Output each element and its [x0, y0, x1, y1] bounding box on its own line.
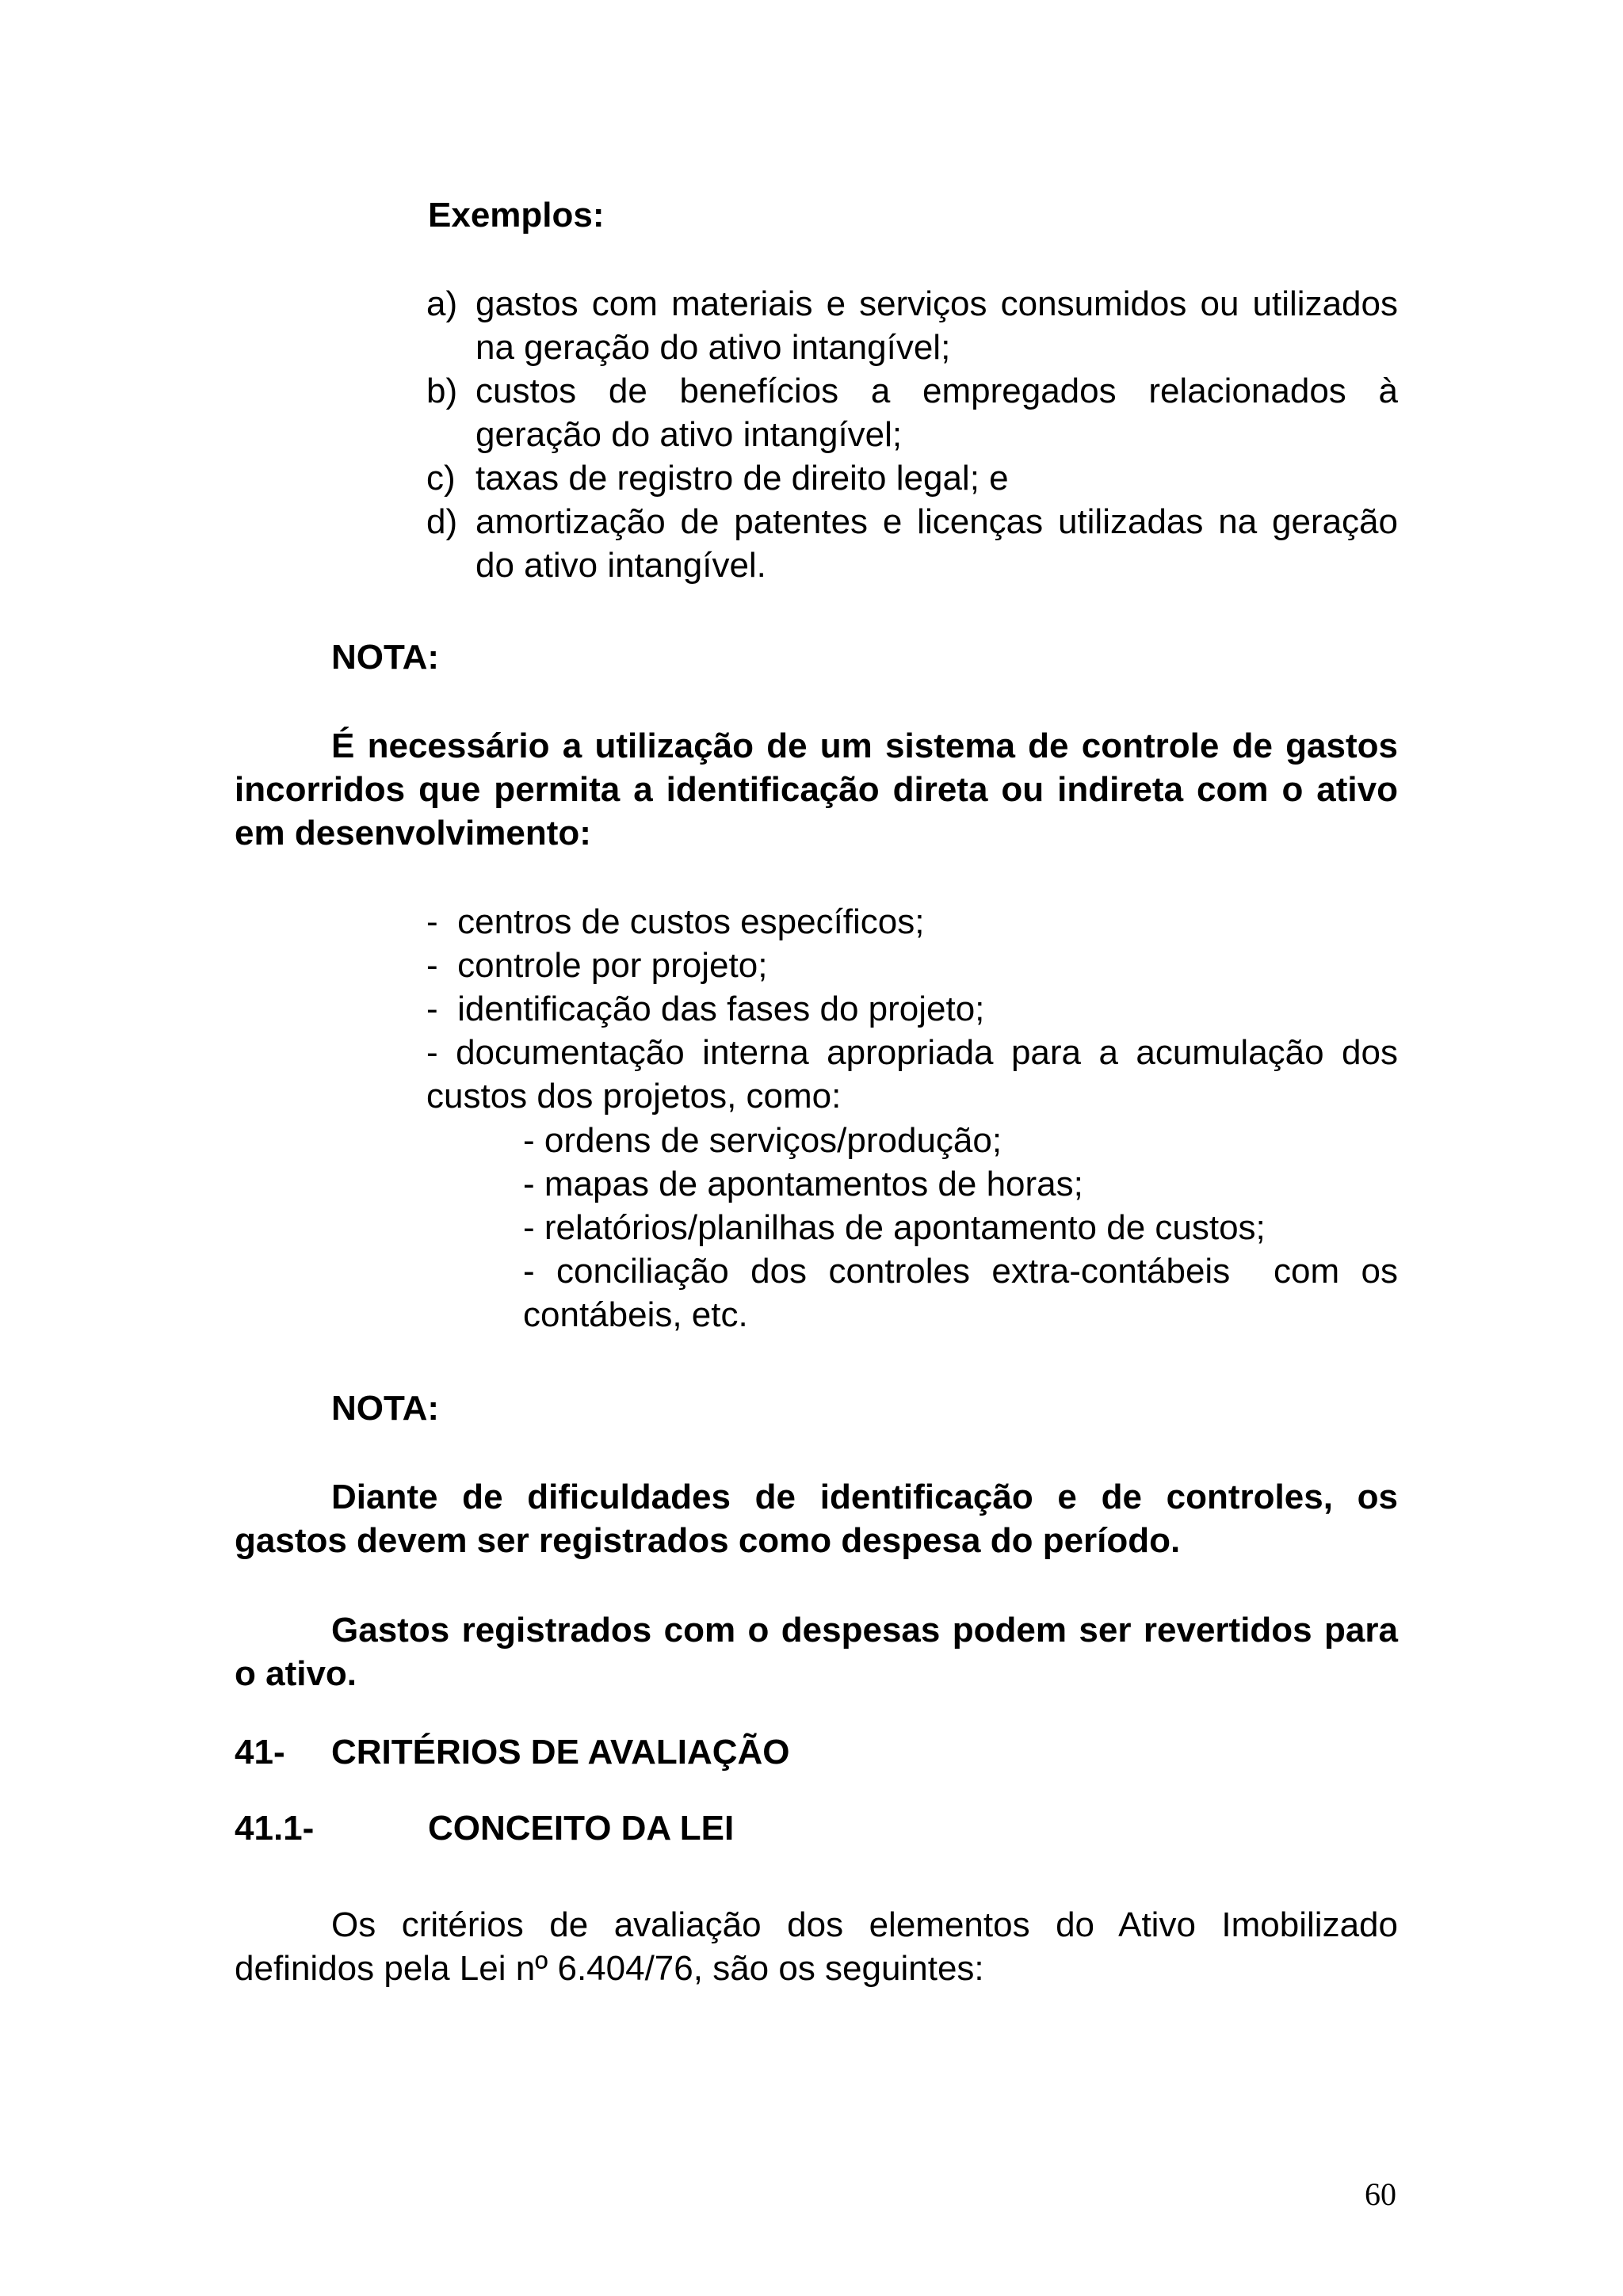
- list-item-text: taxas de registro de direito legal; e: [475, 459, 1009, 498]
- list-item-label: a): [426, 284, 458, 323]
- list-item-label: d): [426, 502, 458, 541]
- list-item-text: amortização de patentes e licenças utilizadas na geração do ativo intangível.: [475, 502, 1398, 585]
- section-number: 41.1-: [235, 1809, 315, 1848]
- list-item: [426, 369, 1398, 456]
- section-title: CRITÉRIOS DE AVALIAÇÃO: [331, 1733, 790, 1772]
- list-item: - centros de custos específicos;: [426, 902, 925, 941]
- controls-sublist: [523, 1119, 1408, 1337]
- controls-list: [426, 900, 1398, 1118]
- examples-list: [426, 282, 1398, 587]
- list-item-text: custos de benefícios a empregados relacionados à geração do ativo intangível;: [475, 372, 1398, 454]
- section-number: 41-: [235, 1733, 285, 1772]
- section-heading: [235, 1730, 790, 1774]
- list-item: - documentação interna apropriada para a acumulação dos custos dos projetos, como:: [426, 1033, 1398, 1116]
- list-item-label: c): [426, 459, 456, 498]
- examples-heading: Exemplos:: [428, 196, 605, 235]
- list-item: - conciliação dos controles extra-contábeis com os contábeis, etc.: [523, 1252, 1408, 1334]
- nota-paragraph: Diante de dificuldades de identificação e de controles, os gastos devem ser registrados como despesa do período.: [235, 1478, 1398, 1560]
- nota-paragraph: É necessário a utilização de um sistema de controle de gastos incorridos que permita a identificação direta ou indireta com o ativo em desenvolvimento:: [235, 727, 1398, 852]
- nota-paragraph: Gastos registrados com o despesas podem ser revertidos para o ativo.: [235, 1611, 1398, 1693]
- list-item: [426, 282, 1398, 369]
- list-item: - mapas de apontamentos de horas;: [523, 1165, 1083, 1203]
- list-item: - ordens de serviços/produção;: [523, 1121, 1002, 1160]
- nota-heading: NOTA:: [331, 638, 440, 677]
- page-number: 60: [1365, 2176, 1396, 2212]
- list-item: - controle por projeto;: [426, 946, 768, 985]
- nota-heading: NOTA:: [331, 1389, 440, 1428]
- subsection-heading: [235, 1806, 734, 1850]
- list-item-label: b): [426, 372, 458, 410]
- list-item: - relatórios/planilhas de apontamento de custos;: [523, 1208, 1266, 1247]
- section-title: CONCEITO DA LEI: [428, 1809, 735, 1848]
- body-paragraph: Os critérios de avaliação dos elementos do Ativo Imobilizado definidos pela Lei nº 6.404/76, são os seguintes:: [235, 1905, 1398, 1988]
- list-item: - identificação das fases do projeto;: [426, 990, 985, 1028]
- list-item: [426, 500, 1398, 587]
- list-item: [426, 456, 1398, 500]
- list-item-text: gastos com materiais e serviços consumidos ou utilizados na geração do ativo intangível;: [475, 284, 1398, 367]
